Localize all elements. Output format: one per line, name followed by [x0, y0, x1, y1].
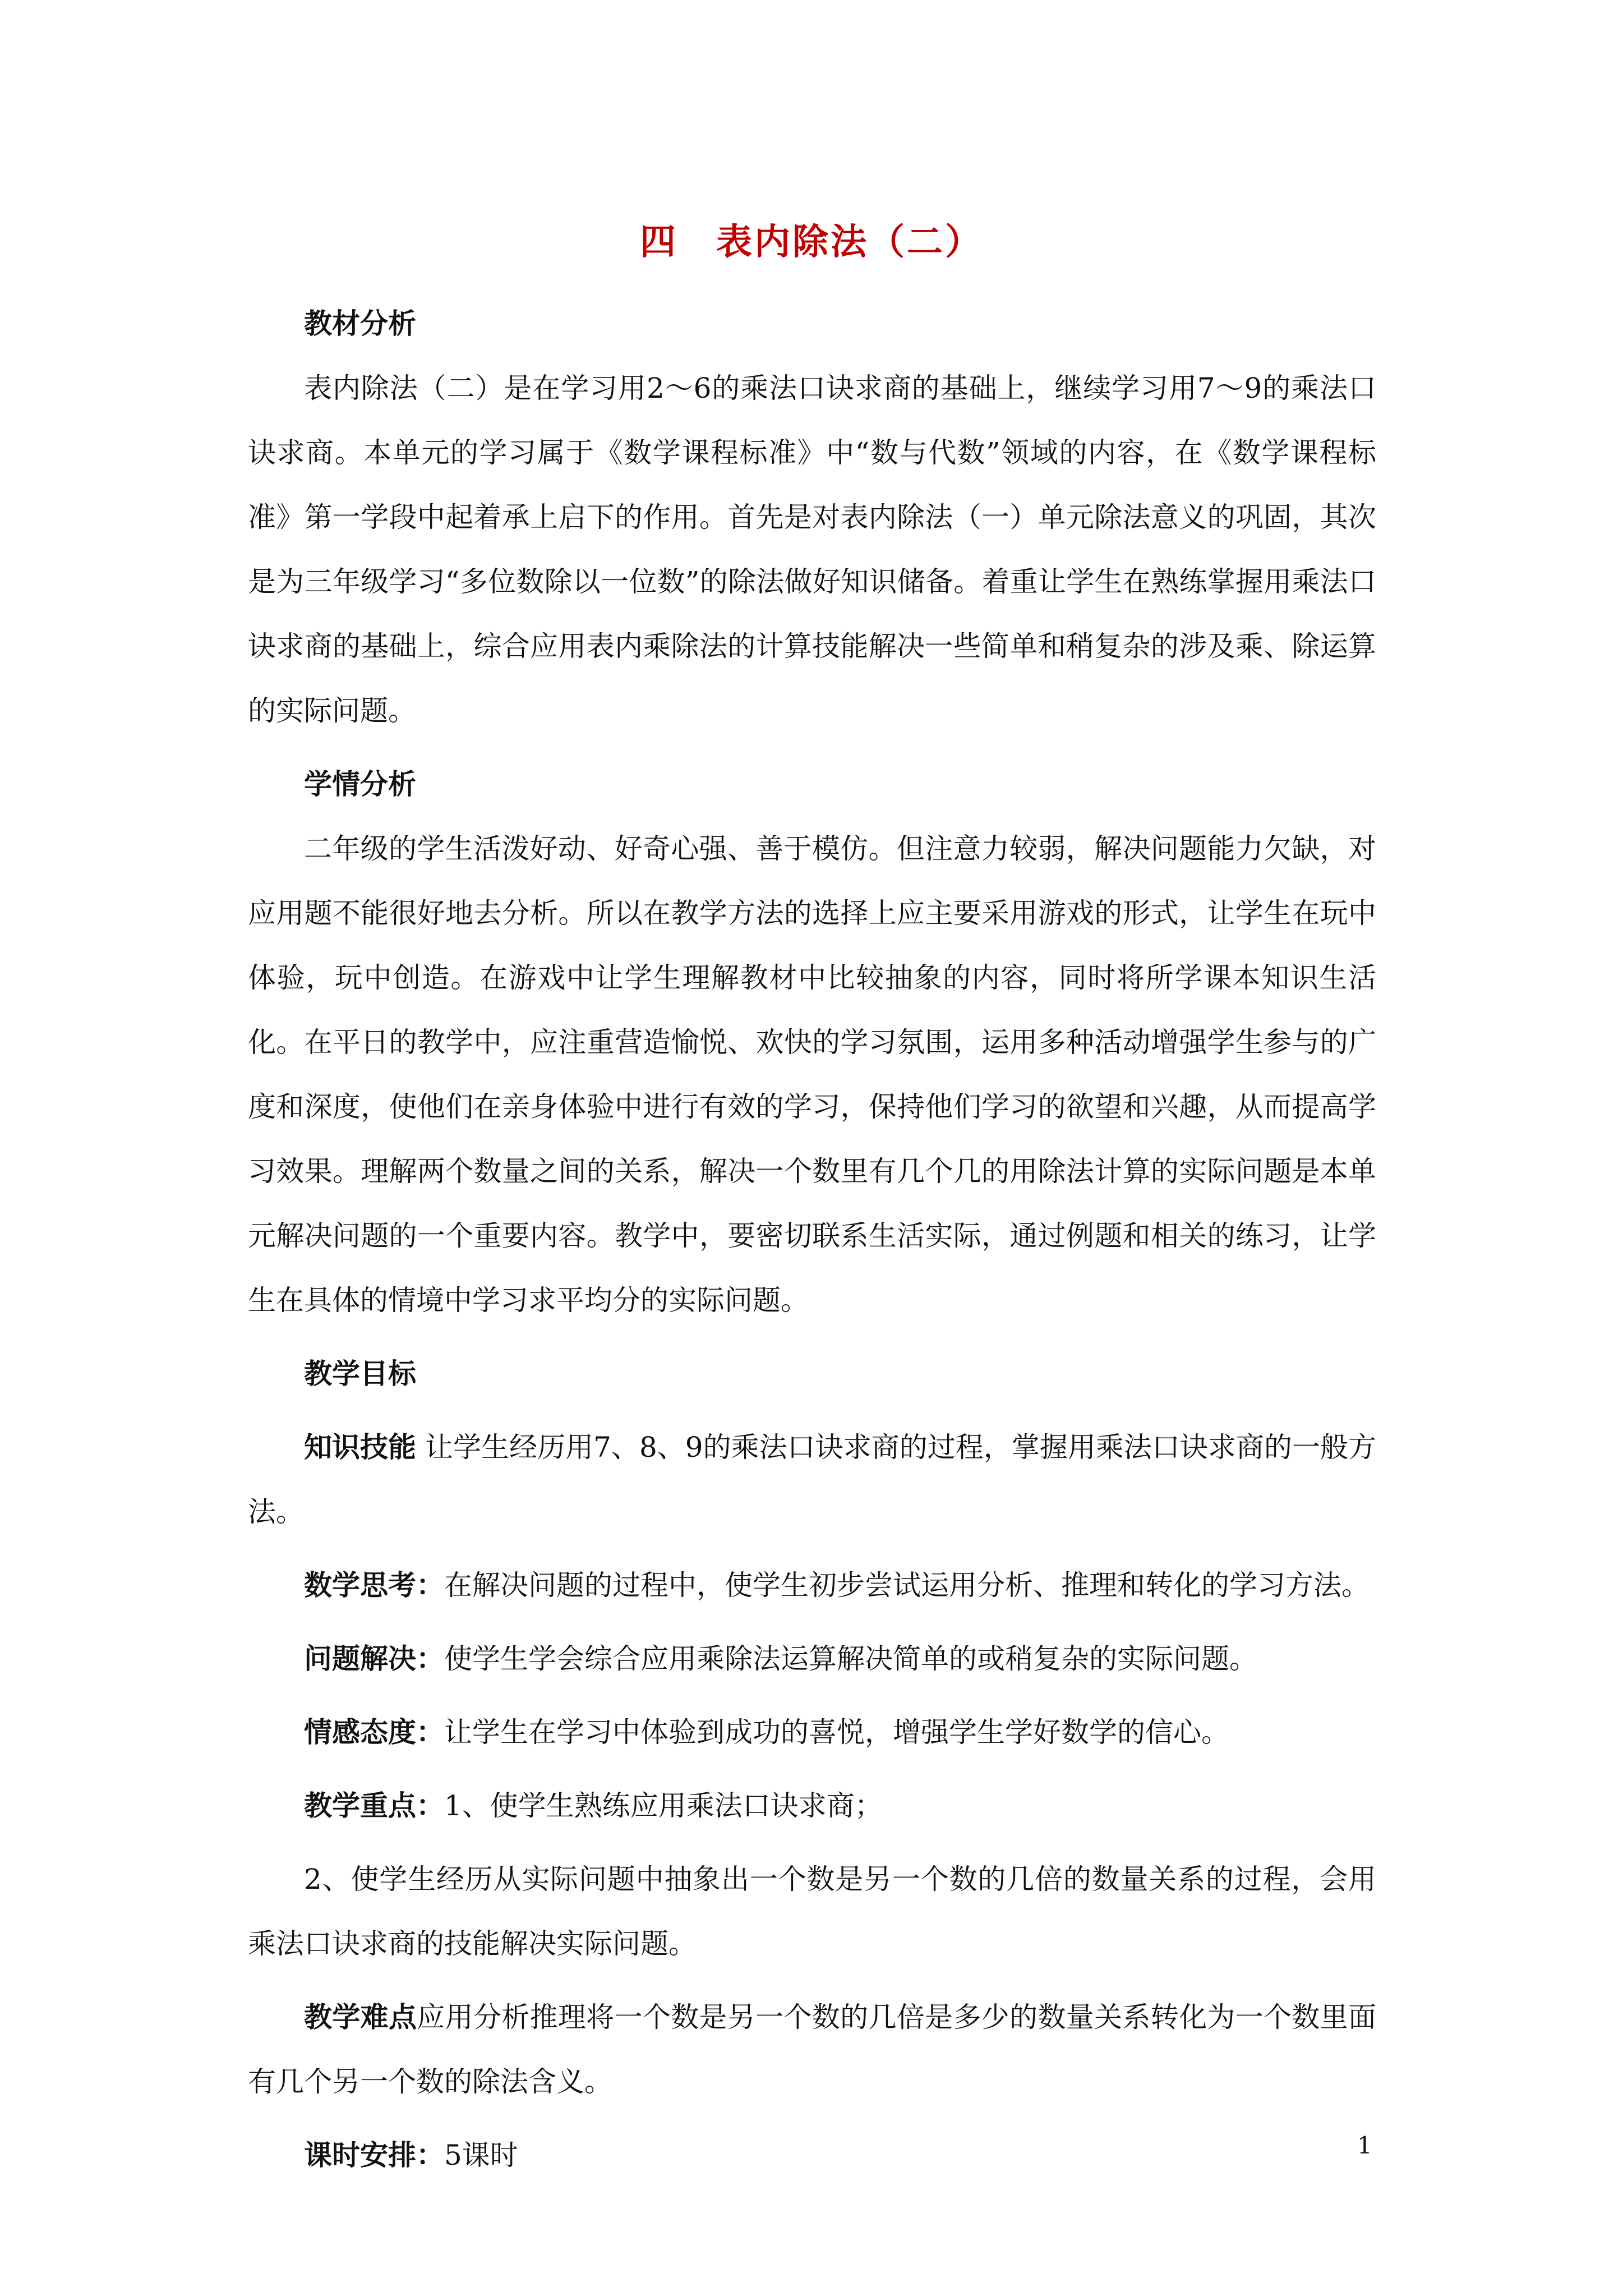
difficulty-point — [248, 1985, 1376, 2114]
goal-knowledge-label: 知识技能 — [304, 1431, 417, 1464]
goal-emotion-text: 让学生在学习中体验到成功的喜悦，增强学生学好数学的信心。 — [444, 1716, 1229, 1749]
schedule — [248, 2123, 1376, 2188]
goal-emotion-label: 情感态度： — [304, 1716, 444, 1749]
section-heading-goals: 教学目标 — [304, 1358, 416, 1390]
paragraph-students: 二年级的学生活泼好动、好奇心强、善于模仿。但注意力较弱，解决问题能力欠缺，对应用题不能很好地去分析。所以在教学方法的选择上应主要采用游戏的形式，让学生在玩中体验，玩中创造。在游戏中让学生理解教材中比较抽象的内容，同时将所学课本知识生活化。在平日的教学中，应注重营造愉悦、欢快的学习氛围，运用多种活动增强学生参与的广度和深度，使他们在亲身体验中进行有效的学习，保持他们学习的欲望和兴趣，从而提高学习效果。理解两个数量之间的关系，解决一个数里有几个几的用除法计算的实际问题是本单元解决问题的一个重要内容。教学中，要密切联系生活实际，通过例题和相关的练习，让学生在具体的情境中学习求平均分的实际问题。 — [248, 832, 1376, 1317]
difficulty-text: 应用分析推理将一个数是另一个数的几倍是多少的数量关系转化为一个数里面有几个另一个数的除法含义。 — [248, 2001, 1377, 2098]
goal-problem-text: 使学生学会综合应用乘除法运算解决简单的或稍复杂的实际问题。 — [444, 1642, 1257, 1675]
goal-thinking-label: 数学思考： — [304, 1569, 444, 1602]
schedule-label: 课时安排： — [304, 2139, 444, 2171]
key-point — [248, 1774, 1376, 1838]
goal-knowledge-text: 让学生经历用7、8、9的乘法口诀求商的过程，掌握用乘法口诀求商的一般方法。 — [248, 1431, 1377, 1528]
page-title: 四 表内除法（二） — [640, 222, 983, 263]
key-point-label: 教学重点： — [304, 1789, 444, 1822]
goal-problem-label: 问题解决： — [304, 1642, 444, 1675]
goal-thinking — [248, 1553, 1376, 1618]
goal-emotion — [248, 1700, 1376, 1765]
paragraph-analysis: 表内除法（二）是在学习用2～6的乘法口诀求商的基础上，继续学习用7～9的乘法口诀求商。本单元的学习属于《数学课程标准》中“数与代数”领域的内容，在《数学课程标准》第一学段中起着承上启下的作用。首先是对表内除法（一）单元除法意义的巩固，其次是为三年级学习“多位数除以一位数”的除法做好知识储备。着重让学生在熟练掌握用乘法口诀求商的基础上，综合应用表内乘除法的计算技能解决一些简单和稍复杂的涉及乘、除运算的实际问题。 — [248, 372, 1376, 727]
section-heading-analysis: 教材分析 — [304, 307, 416, 340]
page-number: 1 — [1357, 2132, 1372, 2159]
key-point-text-1: 1、使学生熟练应用乘法口诀求商； — [444, 1789, 883, 1822]
goal-thinking-text: 在解决问题的过程中，使学生初步尝试运用分析、推理和转化的学习方法。 — [444, 1569, 1370, 1602]
section-heading-students: 学情分析 — [304, 768, 416, 800]
document-body — [248, 292, 1376, 2188]
schedule-text: 5课时 — [444, 2139, 518, 2171]
difficulty-label: 教学难点 — [304, 2001, 417, 2033]
key-point-2: 2、使学生经历从实际问题中抽象出一个数是另一个数的几倍的数量关系的过程，会用乘法口诀求商的技能解决实际问题。 — [248, 1863, 1376, 1960]
goal-problem — [248, 1627, 1376, 1691]
goal-knowledge — [248, 1415, 1376, 1544]
